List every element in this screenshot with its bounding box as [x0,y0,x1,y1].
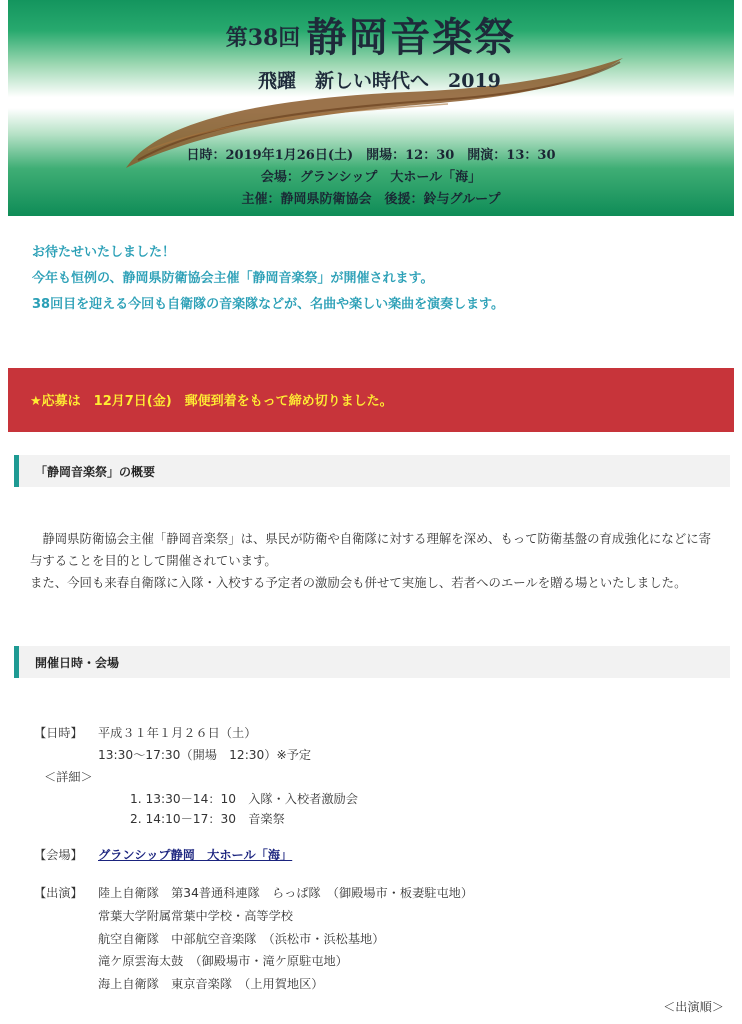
venue-label: 【会場】 [34,848,83,862]
banner-organizer: 主催：静岡県防衛協会 後援：鈴与グループ [241,192,501,207]
banner-event-name: 静岡音楽祭 [306,14,517,61]
intro-line: 今年も恒例の、静岡県防衛協会主催「静岡音楽祭」が開催されます。 [32,271,434,286]
banner-subtitle: 飛躍 新しい時代へ 2019 [258,70,501,92]
intro-message [32,240,504,318]
deadline-notice-text: ★応募は 12月7日(金) 郵便到着をもって締め切りました。 [30,394,393,409]
performer-item: 航空自衛隊 中部航空音楽隊 （浜松市・浜松基地） [98,932,385,946]
date-value: 平成３１年１月２６日（土） [98,726,257,740]
performer-item: 常葉大学附属常葉中学校・高等学校 [98,909,293,923]
time-value: 13:30～17:30（開場 12:30）※予定 [98,748,312,762]
section-header-schedule [14,646,730,678]
intro-line: 38回目を迎える今回も自衛隊の音楽隊などが、名曲や楽しい楽曲を演奏します。 [32,297,505,312]
banner-datetime: 日時：2019年1月26日(土) 開場：12：30 開演：13：30 [186,148,556,163]
section-header-overview [14,455,730,487]
banner-ordinal: 第38回 [225,25,301,51]
banner-title [8,6,734,63]
section-title: 「静岡音楽祭」の概要 [35,465,156,479]
venue-link[interactable]: グランシップ静岡 大ホール「海」 [98,848,293,862]
overview-text [30,528,714,594]
event-banner [8,0,734,216]
detail-label: ＜詳細＞ [44,770,93,784]
deadline-notice [8,368,734,432]
date-label: 【日時】 [34,726,83,740]
performer-item: 陸上自衛隊 第34普通科連隊 らっぱ隊 （御殿場市・板妻駐屯地） [98,886,474,900]
banner-venue: 会場：グランシップ 大ホール「海」 [260,170,482,185]
performance-order-note: ＜出演順＞ [663,1000,724,1014]
overview-paragraph: 静岡県防衛協会主催「静岡音楽祭」は、県民が防衛や自衛隊に対する理解を深め、もって防衛基盤の育成強化になどに寄与することを目的として開催されています。 [30,531,711,568]
performers-label: 【出演】 [34,886,83,900]
detail-item: 2. 14:10－17：30 音楽祭 [130,812,285,826]
overview-paragraph: また、今回も来春自衛隊に入隊・入校する予定者の激励会も併せて実施し、若者へのエールを贈る場といたしました。 [30,575,687,590]
performer-item: 海上自衛隊 東京音楽隊 （上用賀地区） [98,977,324,991]
detail-item: 1. 13:30－14：10 入隊・入校者激励会 [130,792,358,806]
section-title: 開催日時・会場 [35,656,120,670]
performer-item: 滝ケ原雲海太鼓 （御殿場市・滝ケ原駐屯地） [98,954,348,968]
intro-line: お待たせいたしました！ [32,245,176,260]
